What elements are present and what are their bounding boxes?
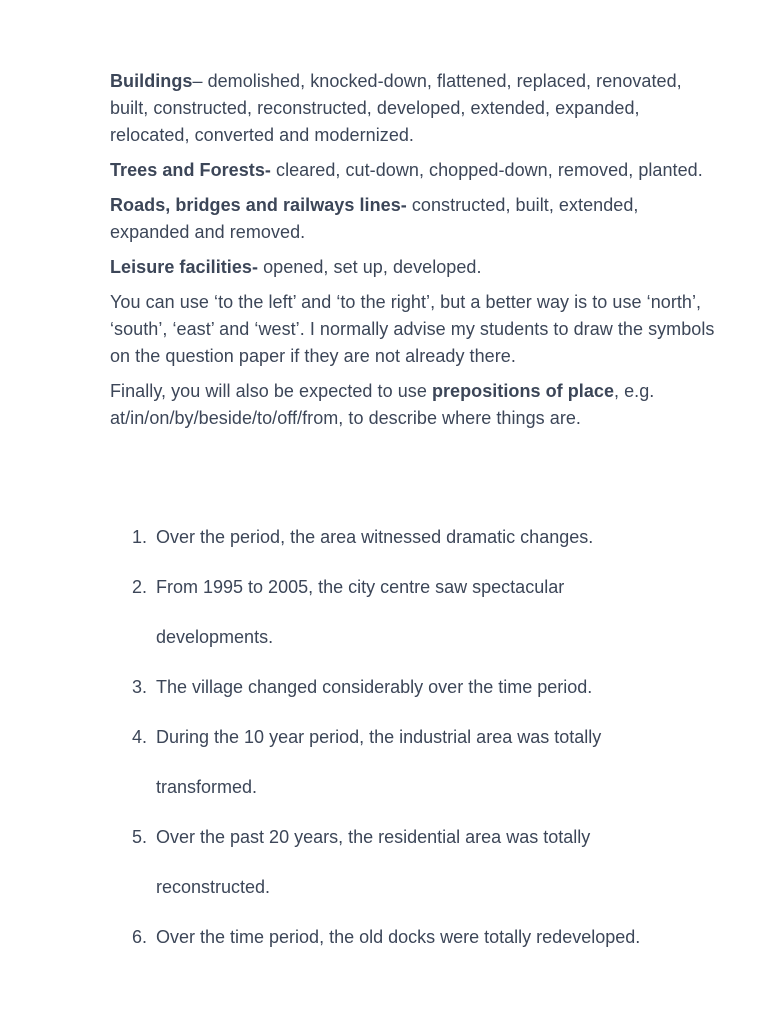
prepositions-bold: prepositions of place (431, 381, 615, 401)
list-item-continuation (110, 762, 730, 812)
list-number: 5. (132, 827, 148, 847)
list-item (110, 562, 730, 612)
list-text: During the 10 year period, the industrial area was totally (156, 727, 602, 747)
paragraph-trees (110, 157, 720, 184)
list-text: developments. (156, 627, 274, 647)
trees-text: cleared, cut-down, chopped-down, removed, planted. (270, 160, 703, 180)
paragraph-directions: You can use ‘to the left’ and ‘to the right’, but a better way is to use ‘north’, ‘south’, ‘east’ and ‘west’. I normally advise my students to draw the symbols on the question paper if they are not already there. (110, 292, 715, 366)
leisure-label: Leisure facilities- (110, 257, 259, 277)
list-item (110, 512, 730, 562)
buildings-text: – demolished, knocked-down, flattened, replaced, renovated, built, constructed, reconstructed, developed, extended, expanded, relocated, converted and modernized. (110, 71, 682, 145)
list-item (110, 812, 730, 862)
list-text: From 1995 to 2005, the city centre saw spectacular (156, 577, 565, 597)
prepositions-before: Finally, you will also be expected to use (110, 381, 432, 401)
buildings-label: Buildings (110, 71, 193, 91)
list-text: Over the time period, the old docks were totally redeveloped. (156, 927, 641, 947)
list-item-continuation (110, 862, 730, 912)
paragraph-buildings (110, 68, 720, 149)
prepositions-after: , e.g. at/in/on/by/beside/to/off/from, to describe where things are. (110, 381, 655, 428)
list-text: transformed. (156, 777, 258, 797)
leisure-text: opened, set up, developed. (258, 257, 482, 277)
list-text: The village changed considerably over the time period. (156, 677, 593, 697)
list-number: 4. (132, 727, 148, 747)
paragraph-prepositions (110, 378, 720, 432)
list-text: reconstructed. (156, 877, 271, 897)
list-item (110, 662, 730, 712)
list-number: 3. (132, 677, 148, 697)
list-text: Over the past 20 years, the residential area was totally (156, 827, 591, 847)
list-number: 1. (132, 527, 148, 547)
paragraph-leisure (110, 254, 720, 281)
roads-label: Roads, bridges and railways lines- (110, 195, 407, 215)
list-item (110, 712, 730, 762)
list-item (110, 912, 730, 962)
list-text: Over the period, the area witnessed dramatic changes. (156, 527, 594, 547)
paragraph-roads (110, 192, 720, 246)
trees-label: Trees and Forests- (110, 160, 271, 180)
document-body (110, 68, 720, 440)
list-number: 6. (132, 927, 148, 947)
list-item-continuation (110, 612, 730, 662)
roads-text: constructed, built, extended, expanded and removed. (110, 195, 639, 242)
example-sentences-list (110, 512, 730, 962)
list-number: 2. (132, 577, 148, 597)
